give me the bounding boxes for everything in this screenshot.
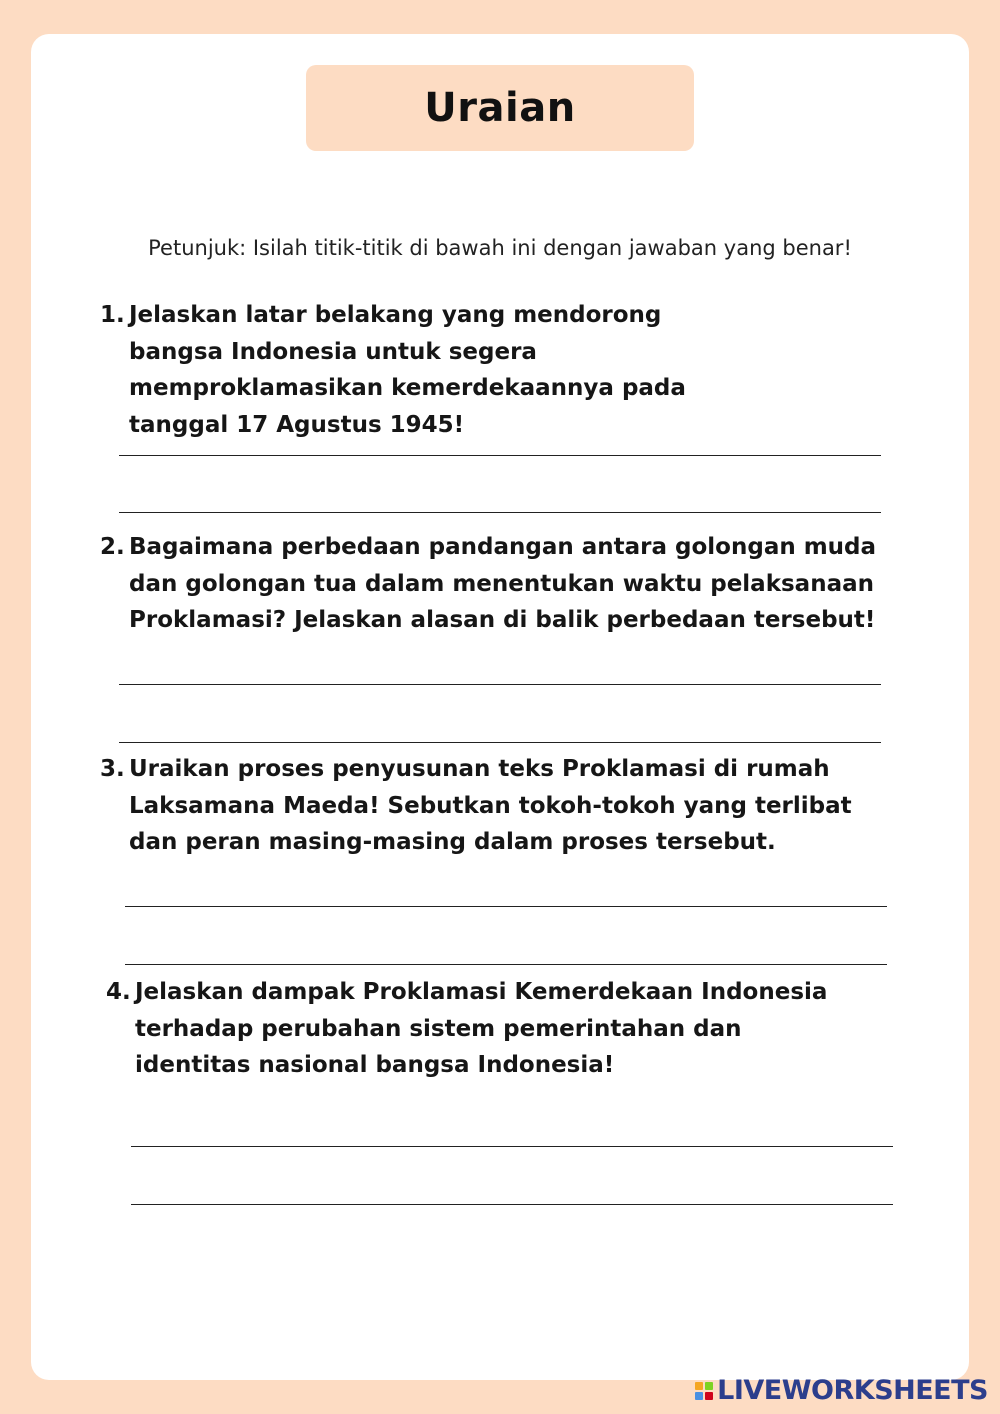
answer-line[interactable] xyxy=(131,1146,893,1147)
logo-square xyxy=(705,1392,713,1400)
question-2 xyxy=(100,529,890,639)
page-title: Uraian xyxy=(424,85,576,131)
question-3 xyxy=(100,751,860,861)
question-text: Bagaimana perbedaan pandangan antara golongan muda dan golongan tua dalam menentukan waktu pelaksanaan Proklamasi? Jelaskan alasan di balik perbedaan tersebut! xyxy=(129,534,877,633)
logo-square xyxy=(695,1382,703,1390)
question-text: Jelaskan latar belakang yang mendorong bangsa Indonesia untuk segera memproklamasikan kemerdekaannya pada tanggal 17 Agustus 1945! xyxy=(129,302,686,438)
question-number: 3. xyxy=(100,756,125,782)
answer-line[interactable] xyxy=(125,964,887,965)
liveworksheets-brand[interactable] xyxy=(695,1375,988,1406)
answer-line[interactable] xyxy=(125,906,887,907)
brand-name: LIVEWORKSHEETS xyxy=(717,1375,988,1406)
logo-square xyxy=(705,1382,713,1390)
question-number: 2. xyxy=(100,534,125,560)
logo-square xyxy=(695,1392,703,1400)
answer-line[interactable] xyxy=(119,455,881,456)
question-text: Uraikan proses penyusunan teks Proklamasi di rumah Laksamana Maeda! Sebutkan tokoh-tokoh yang terlibat dan peran masing-masing dalam proses tersebut. xyxy=(129,756,852,855)
question-number: 4. xyxy=(106,979,131,1005)
liveworksheets-logo-icon xyxy=(695,1382,713,1400)
answer-line[interactable] xyxy=(131,1204,893,1205)
question-4 xyxy=(106,974,846,1084)
answer-line[interactable] xyxy=(119,512,881,513)
answer-line[interactable] xyxy=(119,742,881,743)
answer-line[interactable] xyxy=(119,684,881,685)
question-text: Jelaskan dampak Proklamasi Kemerdekaan Indonesia terhadap perubahan sistem pemerintahan dan identitas nasional bangsa Indonesia! xyxy=(135,979,828,1078)
question-number: 1. xyxy=(100,302,125,328)
question-1 xyxy=(100,297,760,443)
instruction-text: Petunjuk: Isilah titik-titik di bawah ini dengan jawaban yang benar! xyxy=(148,236,852,260)
title-box xyxy=(306,65,694,151)
